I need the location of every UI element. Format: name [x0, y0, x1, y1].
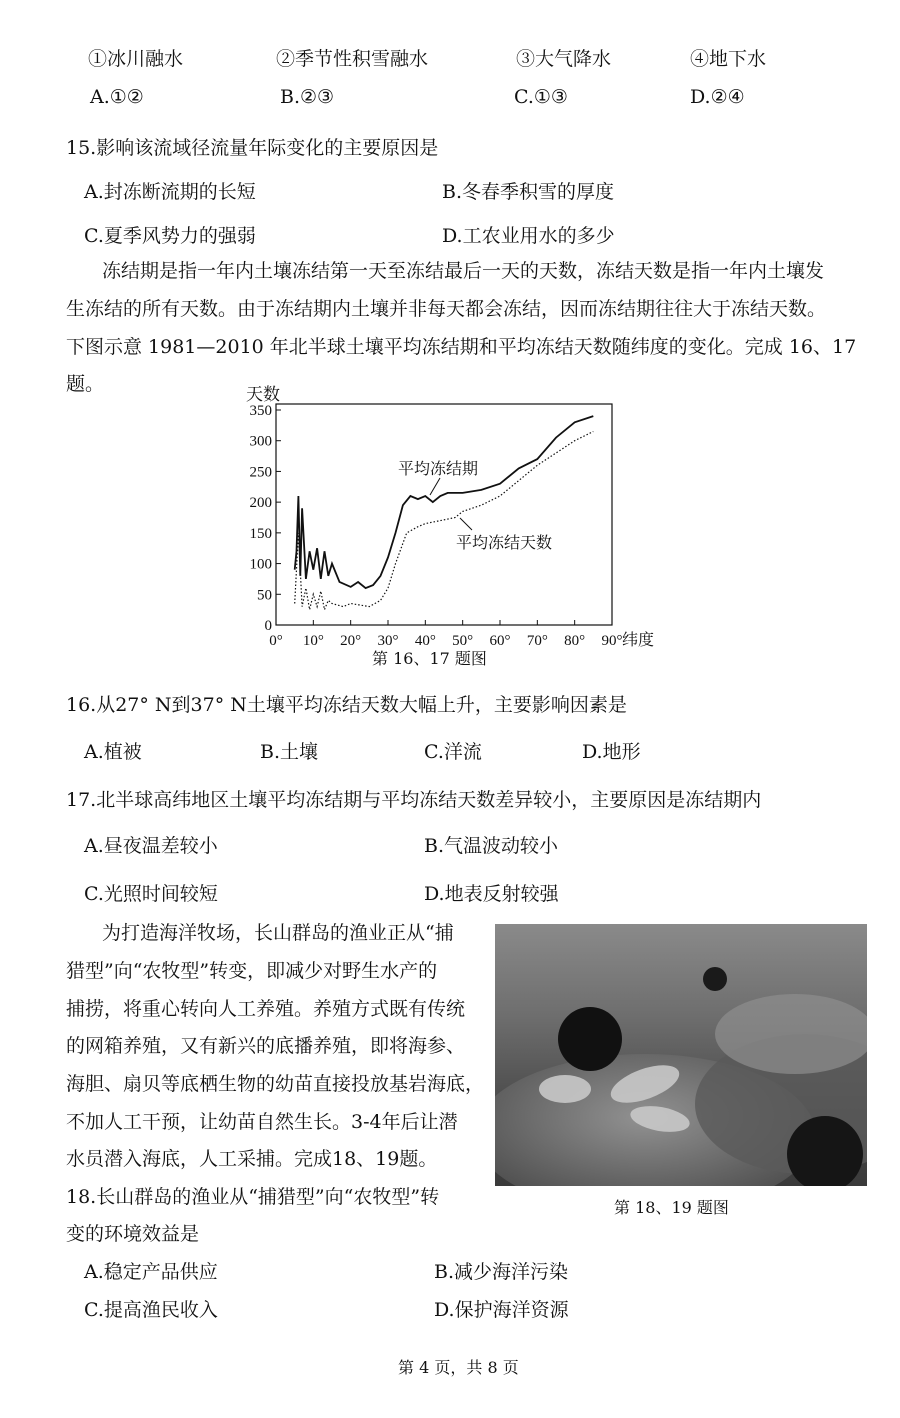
- question-17-stem: 17.北半球高纬地区土壤平均冻结期与平均冻结天数差异较小，主要原因是冻结期内: [66, 789, 762, 811]
- series-label-1: 平均冻结期: [398, 459, 479, 478]
- x-tick-label: 20°: [340, 633, 362, 649]
- answer-choice-d: D.②④: [690, 86, 745, 108]
- q18-option-c: C.提高渔民收入: [84, 1299, 218, 1321]
- q17-option-a: A.昼夜温差较小: [84, 835, 218, 857]
- q17-option-d: D.地表反射较强: [424, 883, 559, 905]
- answer-choice-a: A.①②: [90, 86, 144, 108]
- x-tick-label: 40°: [414, 633, 436, 649]
- passage2-line-7: 水员潜入海底，人工采捕。完成18、19题。: [66, 1148, 438, 1170]
- passage2-line-4: 的网箱养殖，又有新兴的底播养殖，即将海参、: [66, 1035, 466, 1057]
- seabed-photo-image: [495, 924, 867, 1186]
- x-tick-label: 50°: [452, 633, 474, 649]
- q17-option-c: C.光照时间较短: [84, 883, 218, 905]
- series-label-2: 平均冻结天数: [456, 533, 553, 552]
- option-item-1: ①冰川融水: [88, 48, 184, 70]
- x-tick-label: 30°: [377, 633, 399, 649]
- chart-caption: 第 16、17 题图: [372, 649, 487, 668]
- q16-option-c: C.洋流: [424, 741, 482, 763]
- x-axis-label: 纬度: [622, 630, 655, 649]
- chart-svg: [240, 380, 680, 670]
- x-tick-label: 10°: [302, 633, 324, 649]
- y-tick-label: 50: [257, 587, 272, 604]
- page-footer: 第 4 页，共 8 页: [398, 1358, 519, 1377]
- seabed-photo: [495, 924, 867, 1186]
- x-tick-label: 90°: [601, 633, 623, 649]
- x-tick-label: 70°: [526, 633, 548, 649]
- y-tick-label: 0: [264, 618, 272, 634]
- q18-option-b: B.减少海洋污染: [434, 1261, 569, 1283]
- passage2-line-2: 猎型”向“农牧型”转变，即减少对野生水产的: [66, 960, 438, 982]
- question-15-stem: 15.影响该流域径流量年际变化的主要原因是: [66, 137, 439, 159]
- latitude-freezing-chart: [240, 380, 680, 670]
- q16-option-a: A.植被: [84, 741, 142, 763]
- question-16-stem: 16.从27° N到37° N土壤平均冻结天数大幅上升，主要影响因素是: [66, 694, 627, 716]
- q15-option-c: C.夏季风势力的强弱: [84, 225, 256, 247]
- passage1-line-1: 冻结期是指一年内土壤冻结第一天至冻结最后一天的天数，冻结天数是指一年内土壤发: [102, 260, 825, 282]
- passage2-line-6: 不加人工干预，让幼苗自然生长。3-4年后让潜: [66, 1111, 458, 1133]
- q15-option-d: D.工农业用水的多少: [442, 225, 615, 247]
- chart-frame: [276, 404, 612, 625]
- series-label-2-leader: [460, 518, 472, 530]
- passage2-line-3: 捕捞，将重心转向人工养殖。养殖方式既有传统: [66, 998, 466, 1020]
- q16-option-b: B.土壤: [260, 741, 319, 763]
- series-line-1: [295, 416, 594, 588]
- passage1-line-2: 生冻结的所有天数。由于冻结期内土壤并非每天都会冻结，因而冻结期往往大于冻结天数。: [66, 298, 827, 320]
- photo-caption: 第 18、19 题图: [614, 1198, 729, 1217]
- question-18-stem-line-2: 变的环境效益是: [66, 1223, 200, 1245]
- passage2-line-5: 海胆、扇贝等底栖生物的幼苗直接投放基岩海底，: [66, 1073, 485, 1095]
- q18-option-a: A.稳定产品供应: [84, 1261, 218, 1283]
- q16-option-d: D.地形: [582, 741, 641, 763]
- q18-option-d: D.保护海洋资源: [434, 1299, 569, 1321]
- passage1-line-4: 题。: [66, 373, 105, 395]
- x-tick-label: 0°: [269, 633, 283, 649]
- passage2-line-1: 为打造海洋牧场，长山群岛的渔业正从“捕: [102, 922, 454, 944]
- answer-choice-b: B.②③: [280, 86, 335, 108]
- x-tick-label: 60°: [489, 633, 511, 649]
- q17-option-b: B.气温波动较小: [424, 835, 559, 857]
- passage1-line-3: 下图示意 1981—2010 年北半球土壤平均冻结期和平均冻结天数随纬度的变化。完成 16、17: [66, 336, 857, 358]
- x-tick-label: 80°: [564, 633, 586, 649]
- q15-option-a: A.封冻断流期的长短: [84, 181, 256, 203]
- y-tick-label: 150: [249, 525, 272, 542]
- y-tick-label: 100: [249, 556, 272, 573]
- y-tick-label: 300: [249, 433, 272, 450]
- y-tick-label: 350: [249, 403, 272, 419]
- option-item-2: ②季节性积雪融水: [276, 48, 429, 70]
- series-label-1-leader: [430, 478, 440, 495]
- question-18-stem-line-1: 18.长山群岛的渔业从“捕猎型”向“农牧型”转: [66, 1186, 440, 1208]
- y-tick-label: 200: [249, 495, 272, 512]
- option-item-4: ④地下水: [690, 48, 767, 70]
- y-tick-label: 250: [249, 464, 272, 481]
- q15-option-b: B.冬春季积雪的厚度: [442, 181, 615, 203]
- option-item-3: ③大气降水: [516, 48, 612, 70]
- answer-choice-c: C.①③: [514, 86, 568, 108]
- y-axis-label: 天数: [246, 385, 280, 405]
